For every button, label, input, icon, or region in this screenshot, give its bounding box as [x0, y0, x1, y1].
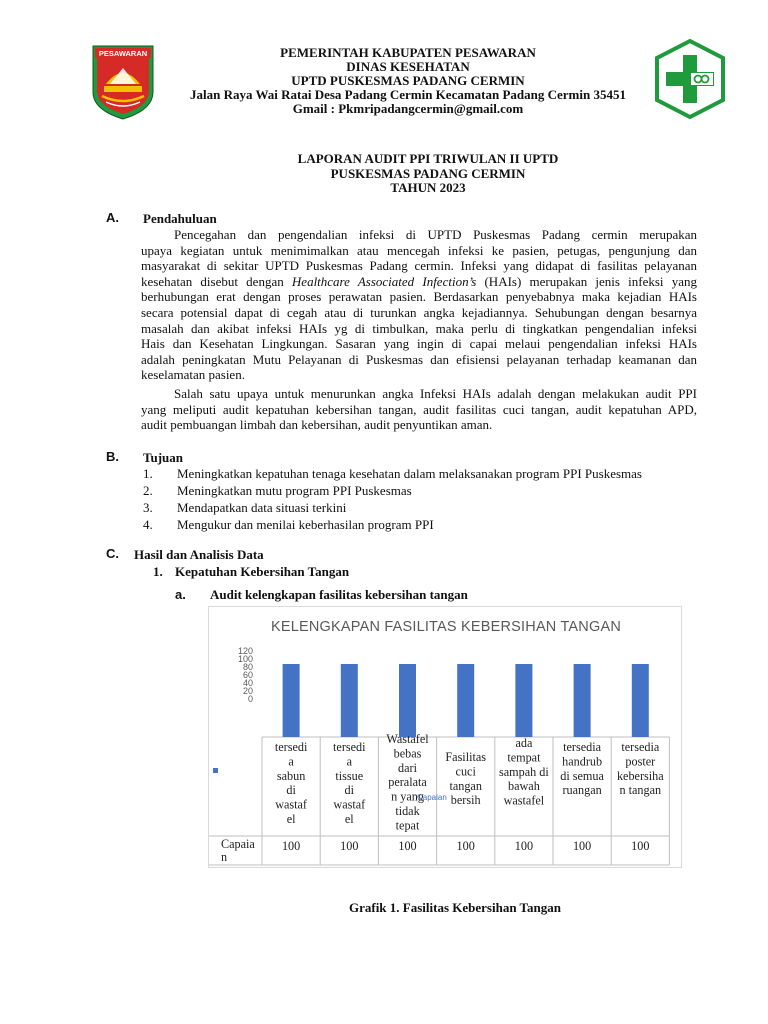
header-government: PEMERINTAH KABUPATEN PESAWARAN [280, 45, 536, 60]
paragraph-line: masalah dan akibat infeksi HAIs yg di timbulkan, maka perlu di tingkatkan pengendalian infeksi [141, 320, 697, 336]
legend-marker [213, 768, 218, 773]
bar [574, 664, 591, 737]
category-label: tersedia handrub di semua ruangan [560, 740, 604, 798]
paragraph-line: kesehatan disebut dengan Healthcare Associated Infection’s (HAIs) merupakan jenis infeksi yang [141, 273, 698, 289]
bar [283, 664, 300, 737]
section-c-letter: C. [106, 546, 119, 561]
category-label: Fasilitas cuci tangan bersih [445, 750, 487, 808]
y-tick-label: 120 [237, 646, 253, 656]
category-label: tersedia poster kebersiha n tangan [616, 740, 664, 798]
data-value-label: 100 [340, 839, 359, 853]
y-tick-label: 80 [242, 662, 253, 672]
header-agency: DINAS KESEHATAN [346, 59, 470, 74]
paragraph-line: yang meliputi audit kepatuhan kebersihan tangan, audit fasilitas cuci tangan, audit kepatuhan APD, [141, 401, 697, 417]
data-value-label: 100 [514, 839, 534, 853]
chart-title: KELENGKAPAN FASILITAS KEBERSIHAN TANGAN [271, 619, 621, 635]
svg-text:PESAWARAN: PESAWARAN [98, 49, 148, 58]
section-b-letter: B. [106, 449, 119, 464]
introduction-paragraph-2 [141, 386, 697, 433]
data-value-label: 100 [398, 839, 417, 853]
report-title: LAPORAN AUDIT PPI TRIWULAN II UPTD PUSKESMAS PADANG CERMIN TAHUN 2023 [297, 151, 559, 195]
puskesmas-logo-icon [652, 38, 728, 120]
data-value-label: 100 [281, 839, 301, 853]
y-tick-label: 20 [242, 686, 253, 696]
list-item: 4. Mengukur dan menilai keberhasilan program PPI [143, 517, 434, 532]
data-value-label: 100 [572, 839, 592, 853]
category-label: tersedi a sabun di wastaf el [274, 740, 308, 826]
letterhead-text [88, 46, 728, 116]
section-a-title: Pendahuluan [143, 211, 217, 226]
y-tick-label: 60 [242, 670, 253, 680]
y-tick-label: 0 [247, 694, 253, 704]
table-row-label: Capaia n [221, 837, 255, 864]
list-item: 2. Meningkatkan mutu program PPI Puskesmas [143, 483, 412, 498]
bar [515, 664, 532, 737]
section-a-letter: A. [106, 210, 119, 225]
section-c-title: Hasil dan Analisis Data [134, 547, 264, 562]
subsection-a-letter: a. [175, 587, 186, 602]
paragraph-line: masyarakat di sekitar UPTD Puskesmas Padang cermin. Infeksi yang didapat di fasilitas pelayanan [141, 258, 697, 274]
subsection-a-title: Audit kelengkapan fasilitas kebersihan tangan [210, 587, 468, 602]
data-value-label: 100 [631, 839, 650, 853]
category-label: ada tempat sampah di bawah wastafel [499, 736, 549, 808]
paragraph-line: adalah peningkatan Mutu Pelayanan di Puskesmas dan efisiensi pelayanan terhadap keamanan dan [141, 351, 697, 367]
chart-plot [209, 607, 683, 869]
paragraph-line: audit pembuangan limbah dan kebersihan, audit penyuntikan aman. [141, 417, 493, 433]
paragraph-line: upaya kegiatan untuk menimimalkan atau mencegah infeksi ke pasien, petugas, pengunjung dan [141, 242, 697, 258]
subsection-1-number: 1. [153, 564, 163, 579]
category-label: Wastafel bebas dari peralata n yang tidak tepat [386, 732, 429, 833]
paragraph-line: secara potensial dapat di cegah atau di turunkan angka kejadiannya. Sehubungan dengan besarnya [141, 304, 697, 320]
list-item: 3. Mendapatkan data situasi terkini [143, 500, 347, 515]
paragraph-line: Pencegahan dan pengendalian infeksi di UPTD Puskesmas Padang cermin merupakan [174, 227, 697, 242]
subsection-1-title: Kepatuhan Kebersihan Tangan [175, 564, 350, 579]
letterhead [88, 38, 728, 120]
paragraph-line: keselamatan pasien. [141, 367, 245, 383]
bar [457, 664, 474, 737]
paragraph-line: Hais dan Kesehatan Lingkungan. Sasaran yang ingin di capai melaui pengendalian infeksi HAIs [141, 336, 697, 352]
bar [341, 664, 358, 737]
header-unit: UPTD PUSKESMAS PADANG CERMIN [291, 73, 525, 88]
chart-caption: Grafik 1. Fasilitas Kebersihan Tangan [348, 900, 561, 915]
y-tick-label: 40 [242, 678, 253, 688]
data-value-label: 100 [456, 839, 475, 853]
series-name-label: Capaian [417, 793, 447, 802]
category-label: tersedi a tissue di wastaf el [333, 740, 366, 826]
bar [399, 664, 416, 737]
paragraph-line: Salah satu upaya untuk menurunkan angka Infeksi HAIs adalah dengan melakukan audit PPI [174, 386, 697, 401]
list-item: 1. Meningkatkan kepatuhan tenaga kesehatan dalam melaksanakan program PPI Puskesmas [143, 466, 642, 481]
facility-chart [208, 606, 682, 868]
paragraph-line: berhubungan erat dengan proses perawatan pasien. Berdasarkan penyebabnya maka kejadian HAIs [141, 289, 697, 305]
section-b-title: Tujuan [143, 450, 183, 465]
objectives-list [141, 466, 701, 534]
introduction-paragraph-1 [141, 227, 697, 383]
header-email: Gmail : Pkmripadangcermin@gmail.com [292, 101, 524, 116]
y-tick-label: 100 [237, 654, 253, 664]
header-address: Jalan Raya Wai Ratai Desa Padang Cermin Kecamatan Padang Cermin 35451 [190, 87, 626, 102]
bar [632, 664, 649, 737]
